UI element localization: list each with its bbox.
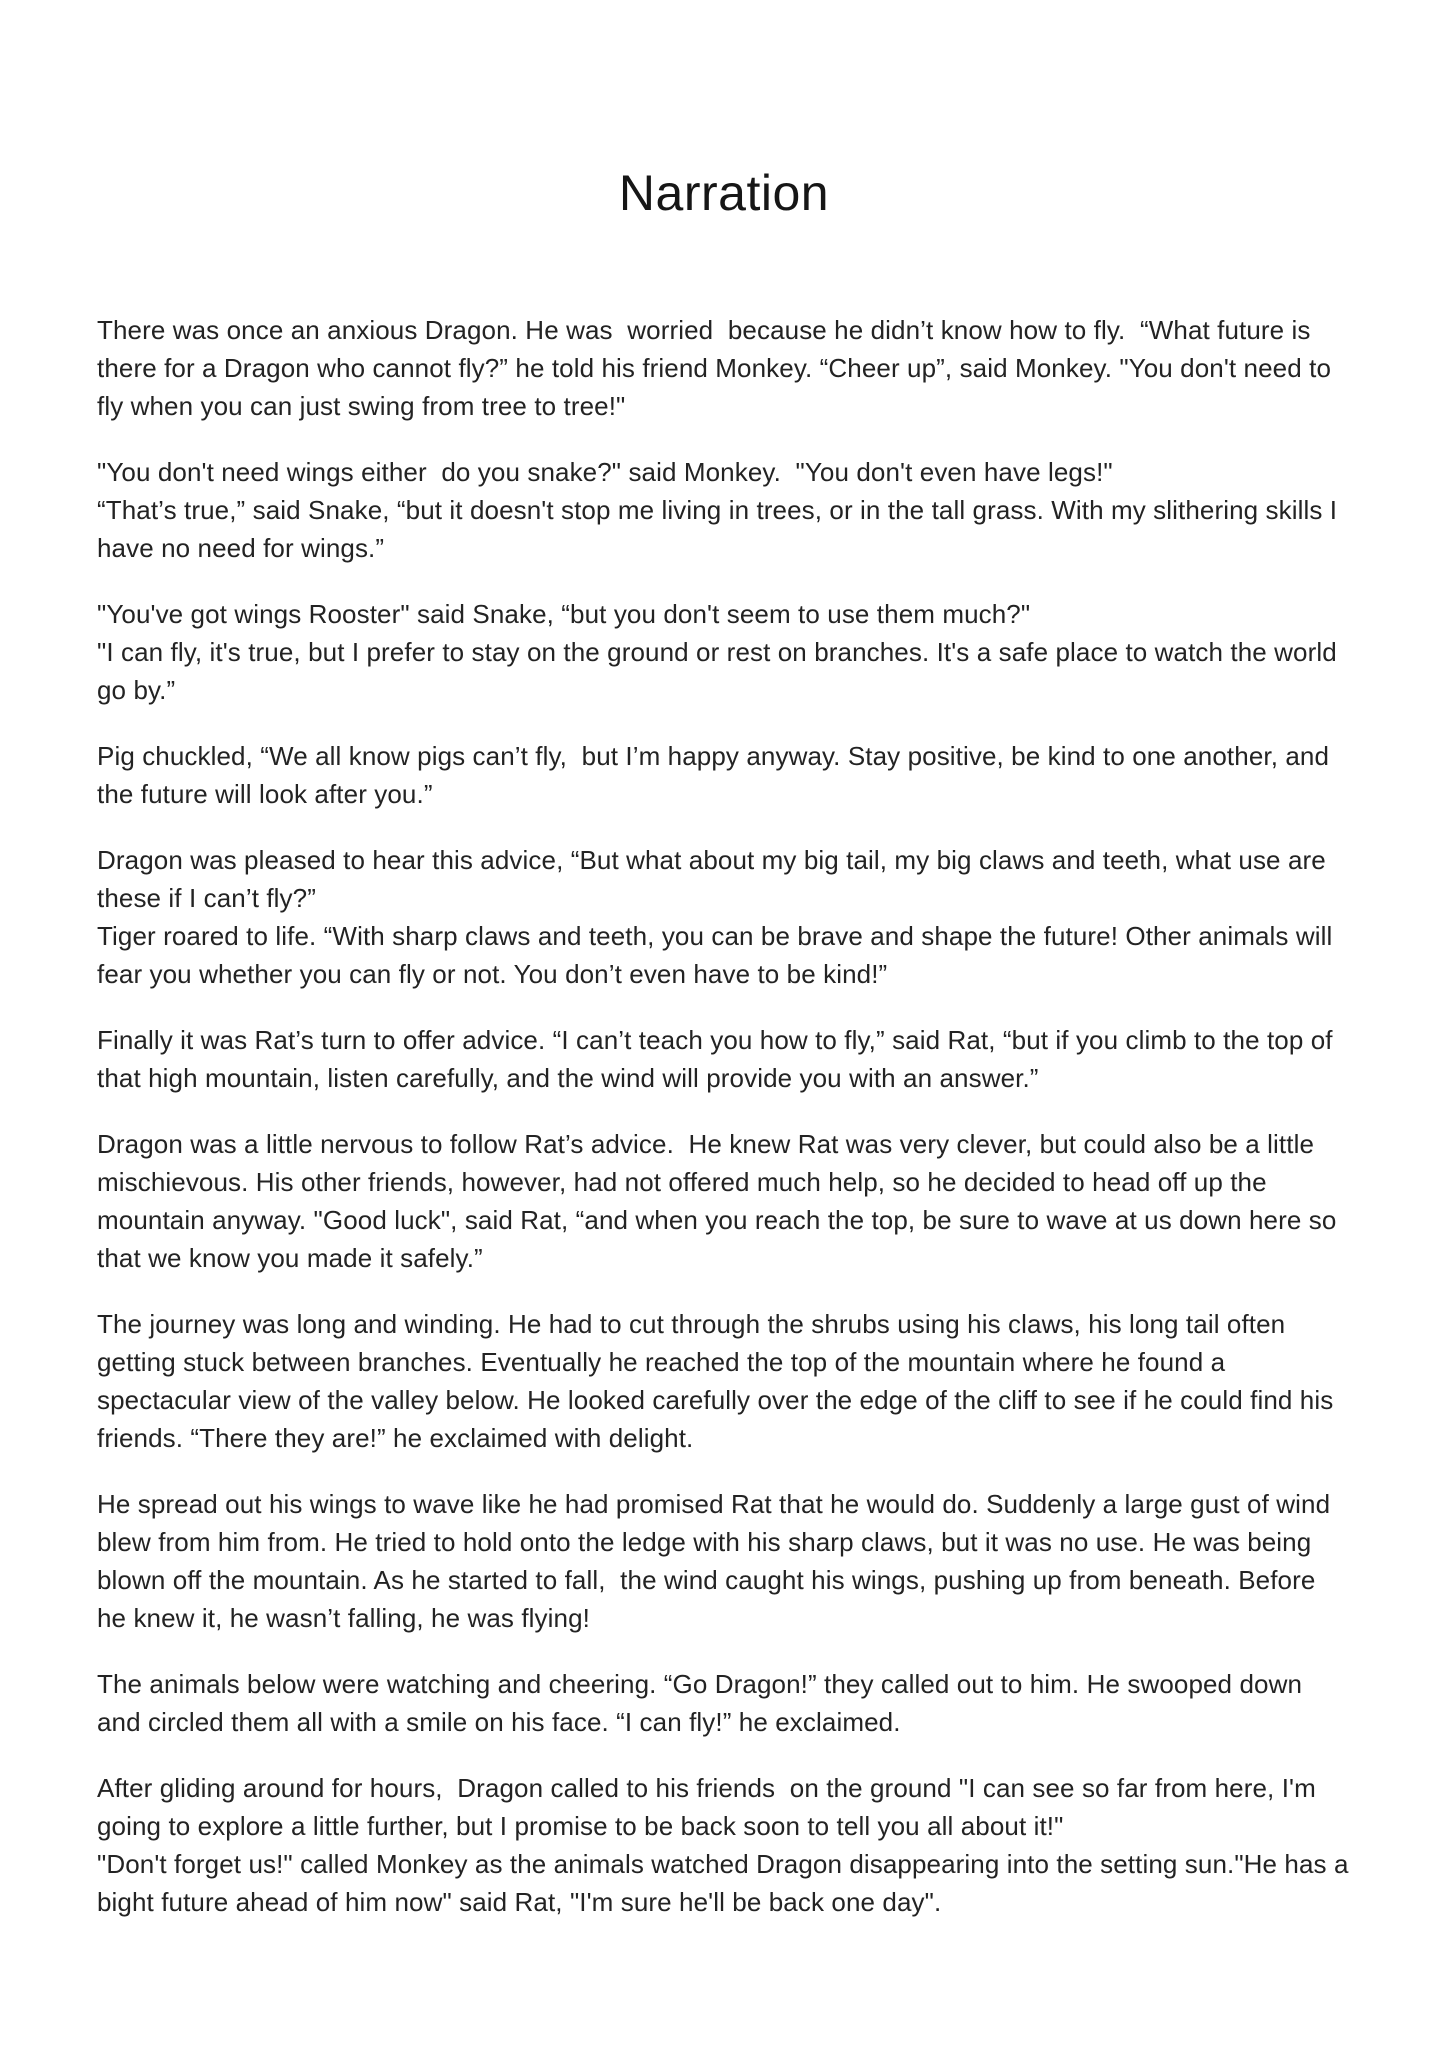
paragraph-line: "I can fly, it's true, but I prefer to stay on the ground or rest on branches. It's a safe place to watch the world go by.” [97,637,1345,705]
paragraph-line: "Don't forget us!" called Monkey as the animals watched Dragon disappearing into the setting sun."He has a bight future ahead of him now" said Rat, "I'm sure he'll be back one day". [97,1849,1356,1917]
paragraph-line: The journey was long and winding. He had to cut through the shrubs using his claws, his long tail often getting stuck between branches. Eventually he reached the top of the mountain where he found a spectacular view of the valley below. He looked carefully over the edge of the cliff to see if he could find his friends. “There they are!” he exclaimed with delight. [97,1309,1341,1453]
paragraph [97,841,1351,993]
paragraph [97,1665,1351,1741]
paragraph-line: After gliding around for hours, Dragon called to his friends on the ground "I can see so far from here, I'm going to explore a little further, but I promise to be back soon to tell you all about it!" [97,1773,1324,1841]
paragraph [97,1125,1351,1277]
paragraph [97,1485,1351,1637]
page-title: Narration [618,165,830,221]
paragraph-line: Pig chuckled, “We all know pigs can’t fly, but I’m happy anyway. Stay positive, be kind to one another, and the future will look after you.” [97,741,1337,809]
paragraph-line: There was once an anxious Dragon. He was worried because he didn’t know how to fly. “What future is there for a Dragon who cannot fly?” he told his friend Monkey. “Cheer up”, said Monkey. "You don't need to fly when you can just swing from tree to tree!" [97,315,1339,421]
paragraph [97,737,1351,813]
paragraph-line: He spread out his wings to wave like he had promised Rat that he would do. Suddenly a large gust of wind blew from him from. He tried to hold onto the ledge with his sharp claws, but it was no use. He was being blown off the mountain. As he started to fall, the wind caught his wings, pushing up from beneath. Before he knew it, he wasn’t falling, he was flying! [97,1489,1338,1633]
paragraph [97,453,1351,567]
story-text [97,311,1356,1921]
paragraph-line: Dragon was a little nervous to follow Rat’s advice. He knew Rat was very clever, but could also be a little mischievous. His other friends, however, had not offered much help, so he decided to head off up the mountain anyway. "Good luck", said Rat, “and when you reach the top, be sure to wave at us down here so that we know you made it safely.” [97,1129,1344,1273]
paragraph-line: Tiger roared to life. “With sharp claws and teeth, you can be brave and shape the future! Other animals will fear you whether you can fly or not. You don’t even have to be kind!” [97,921,1340,989]
paragraph [97,1021,1351,1097]
paragraph [97,1305,1351,1457]
paragraph-line: "You don't need wings either do you snake?" said Monkey. "You don't even have legs!" [97,457,1113,487]
paragraph-line: "You've got wings Rooster" said Snake, “but you don't seem to use them much?" [97,599,1031,629]
paragraph-line: Dragon was pleased to hear this advice, “But what about my big tail, my big claws and teeth, what use are these if I can’t fly?” [97,845,1334,913]
paragraph [97,1769,1356,1921]
paragraph-line: The animals below were watching and cheering. “Go Dragon!” they called out to him. He swooped down and circled them all with a smile on his face. “I can fly!” he exclaimed. [97,1669,1310,1737]
paragraph-line: Finally it was Rat’s turn to offer advice. “I can’t teach you how to fly,” said Rat, “but if you climb to the top of that high mountain, listen carefully, and the wind will provide you with an answer.” [97,1025,1340,1093]
paragraph-line: “That’s true,” said Snake, “but it doesn't stop me living in trees, or in the tall grass. With my slithering skills I have no need for wings.” [97,495,1345,563]
paragraph [97,311,1351,425]
paragraph [97,595,1351,709]
